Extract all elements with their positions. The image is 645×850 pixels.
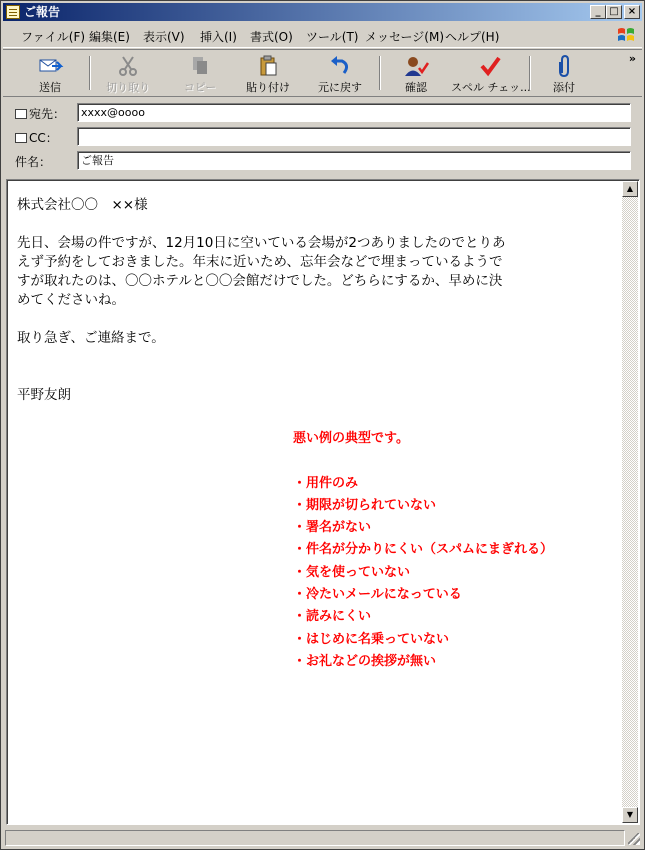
menu-help[interactable]: ヘルプ(H) [445,30,500,44]
annotation-item: ・件名が分かりにくい（スパムにまぎれる） [293,542,554,558]
title-bar[interactable] [3,3,642,21]
message-header [3,97,642,175]
cut-label: 切り取り [106,81,150,94]
spell-check-button[interactable] [451,52,529,94]
undo-button[interactable] [305,52,375,94]
resize-grip-icon[interactable] [628,833,640,845]
toolbar [3,49,642,97]
status-bar [3,829,642,847]
undo-label: 元に戻す [318,81,362,94]
vertical-scrollbar[interactable] [622,181,638,823]
annotation-item: ・署名がない [293,520,372,536]
windows-logo-icon [616,26,636,44]
maximize-button[interactable]: □ [606,5,622,19]
attach-button[interactable] [529,52,599,94]
check-names-label: 確認 [405,81,427,94]
cc-field[interactable] [77,127,631,146]
message-body[interactable] [6,179,640,825]
paperclip-icon [550,55,578,77]
paste-icon [254,55,282,77]
body-line: めてくださいね。 [17,292,125,308]
copy-button[interactable] [165,52,235,94]
signature-line: 平野友朗 [17,387,71,403]
attach-label: 添付 [553,81,575,94]
spell-check-label: スペル チェッ... [451,81,531,94]
annotation-item: ・期限が切られていない [293,497,437,513]
body-line: えず予約をしておきました。年末に近いため、忘年会などで埋まっているようで [17,254,503,270]
cc-row [3,125,642,147]
check-names-icon [402,55,430,77]
menu-bar [3,23,642,48]
annotation-item: ・はじめに名乗っていない [293,631,450,647]
greeting-line: 株式会社〇〇 ××様 [17,197,148,213]
annotation-block [293,428,553,673]
paste-button[interactable] [233,52,303,94]
spell-check-icon [476,55,504,77]
to-row [3,101,642,123]
send-button[interactable] [15,52,85,94]
menu-format[interactable]: 書式(O) [250,30,293,44]
annotation-heading: 悪い例の典型です。 [293,431,409,446]
toolbar-separator [89,56,91,90]
menu-file[interactable]: ファイル(F) [21,30,86,44]
to-label[interactable]: 宛先： [15,105,65,122]
copy-icon [186,55,214,77]
message-icon [6,5,20,19]
annotation-item: ・お礼などの挨拶が無い [293,653,437,669]
copy-label: コピー [183,81,217,94]
annotation-item: ・読みにくい [293,609,372,625]
subject-row [3,149,642,171]
closing-line: 取り急ぎ、ご連絡まで。 [17,330,165,346]
check-names-button[interactable] [381,52,451,94]
window-title: ご報告 [24,5,61,19]
annotation-item: ・気を使っていない [293,564,411,580]
address-book-icon [15,109,27,119]
send-icon [36,55,64,77]
menu-edit[interactable]: 編集(E) [89,30,130,44]
scroll-down-icon[interactable]: ▼ [622,807,638,823]
subject-field[interactable]: ご報告 [77,151,631,170]
address-book-icon [15,133,27,143]
status-cell [5,830,625,846]
menu-view[interactable]: 表示(V) [143,30,185,44]
minimize-button[interactable]: _ [590,5,606,19]
scroll-up-icon[interactable]: ▲ [622,181,638,197]
close-button[interactable]: × [624,5,640,19]
to-field[interactable]: xxxx@oooo [77,103,631,122]
annotation-item: ・冷たいメールになっている [293,587,462,603]
undo-icon [326,55,354,77]
scissors-icon [114,55,142,77]
toolbar-overflow-icon[interactable]: » [628,52,636,65]
body-line: すが取れたのは、〇〇ホテルと〇〇会館だけでした。どちらにするか、早めに決 [17,273,503,289]
subject-label: 件名： [15,155,52,169]
message-text [17,196,505,405]
paste-label: 貼り付け [246,81,290,94]
cut-button[interactable] [93,52,163,94]
annotation-item: ・用件のみ [293,475,359,491]
send-label: 送信 [39,81,61,94]
menu-message[interactable]: メッセージ(M) [365,30,444,44]
menu-insert[interactable]: 挿入(I) [200,30,237,44]
menu-tools[interactable]: ツール(T) [306,30,359,44]
body-line: 先日、会場の件ですが、12月10日に空いている会場が2つありましたのでとりあ [17,235,506,251]
cc-label[interactable]: CC： [15,129,58,146]
